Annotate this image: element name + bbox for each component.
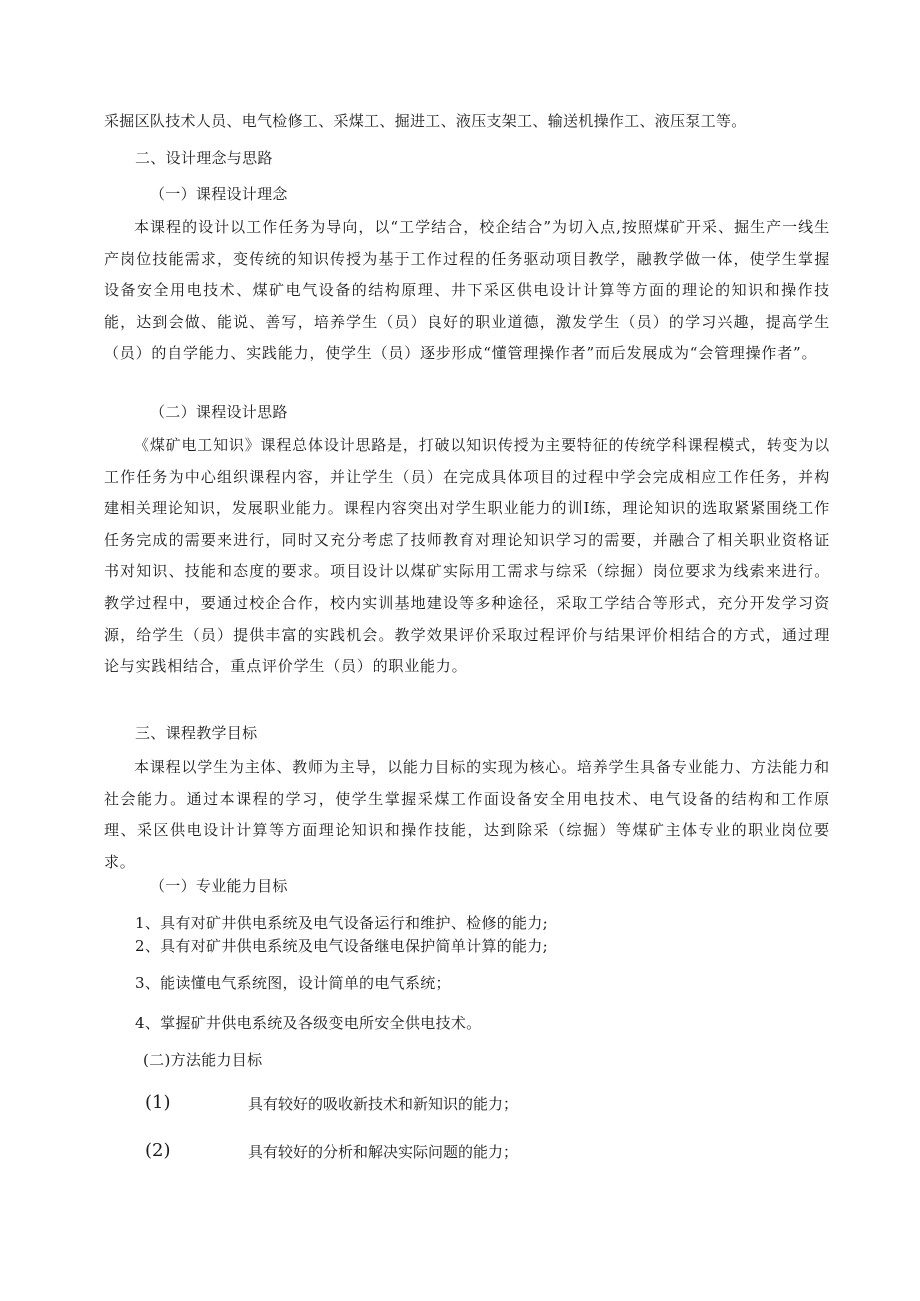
subheading-course-design-concept: （一）课程设计理念	[150, 185, 288, 203]
paragraph-teaching-goals: 本课程以学生为主体、教师为主导，以能力目标的实现为核心。培养学生具备专业能力、方法能力和社会能力。通过本课程的学习，使学生掌握采煤工作面设备安全用电技术、电气设备的结构和工作原理、采区供电设计计算等方面理论知识和操作技能，达到除采（综掘）等煤矿主体专业的职业岗位要求。	[104, 758, 830, 871]
list-item-2: 2、具有对矿井供电系统及电气设备继电保护简单计算的能力;	[135, 937, 548, 955]
roles-line: 采掘区队技术人员、电气检修工、采煤工、掘进工、液压支架工、输送机操作工、液压泵工等。	[104, 112, 747, 130]
list-item-3: 3、能读懂电气系统图，设计简单的电气系统；	[135, 974, 451, 992]
subheading-method-goals: (二)方法能力目标	[143, 1051, 263, 1069]
method-item-2-text: 具有较好的分析和解决实际问题的能力；	[248, 1143, 519, 1161]
section-heading-design-concept: 二、设计理念与思路	[135, 149, 273, 167]
paragraph-design-concept: 本课程的设计以工作任务为导向，以“工学结合，校企结合”为切入点,按照煤矿开采、掘生产一线生产岗位技能需求，变传统的知识传授为基于工作过程的任务驱动项目教学，融教学做一体，使学生掌握设备安全用电技术、煤矿电气设备的结构原理、井下采区供电设计计算等方面的理论的知识和操作技能，达到会做、能说、善写，培养学生（员）良好的职业道德，激发学生（员）的学习兴趣，提高学生（员）的自学能力、实践能力，使学生（员）逐步形成“懂管理操作者”而后发展成为“会管理操作者”。	[104, 218, 830, 363]
method-item-1-text: 具有较好的吸收新技术和新知识的能力；	[248, 1095, 519, 1113]
list-item-4: 4、掌握矿井供电系统及各级变电所安全供电技术。	[135, 1014, 482, 1032]
section-heading-teaching-goals: 三、课程教学目标	[135, 724, 258, 742]
method-item-2-number: (2)	[145, 1140, 171, 1161]
method-item-1-number: (1)	[145, 1092, 171, 1113]
subheading-course-design-approach: （二）课程设计思路	[150, 403, 288, 421]
paragraph-design-approach: 《煤矿电工知识》课程总体设计思路是，打破以知识传授为主要特征的传统学科课程模式，转变为以工作任务为中心组织课程内容，并让学生（员）在完成具体项目的过程中学会完成相应工作任务，并构建相关理论知识，发展职业能力。课程内容突出对学生职业能力的训Ⅰ练，理论知识的选取紧紧围绕工作任务完成的需要来进行，同时又充分考虑了技师教育对理论知识学习的需要，并融合了相关职业资格证书对知识、技能和态度的要求。项目设计以煤矿实际用工需求与综采（综掘）岗位要求为线索来进行。教学过程中，要通过校企合作，校内实训基地建设等多种途径，采取工学结合等形式，充分开发学习资源，给学生（员）提供丰富的实践机会。教学效果评价采取过程评价与结果评价相结合的方式，通过理论与实践相结合，重点评价学生（员）的职业能力。	[104, 436, 830, 676]
subheading-professional-goals: （一）专业能力目标	[150, 877, 288, 895]
list-item-1: 1、具有对矿井供电系统及电气设备运行和维护、检修的能力;	[135, 914, 548, 932]
